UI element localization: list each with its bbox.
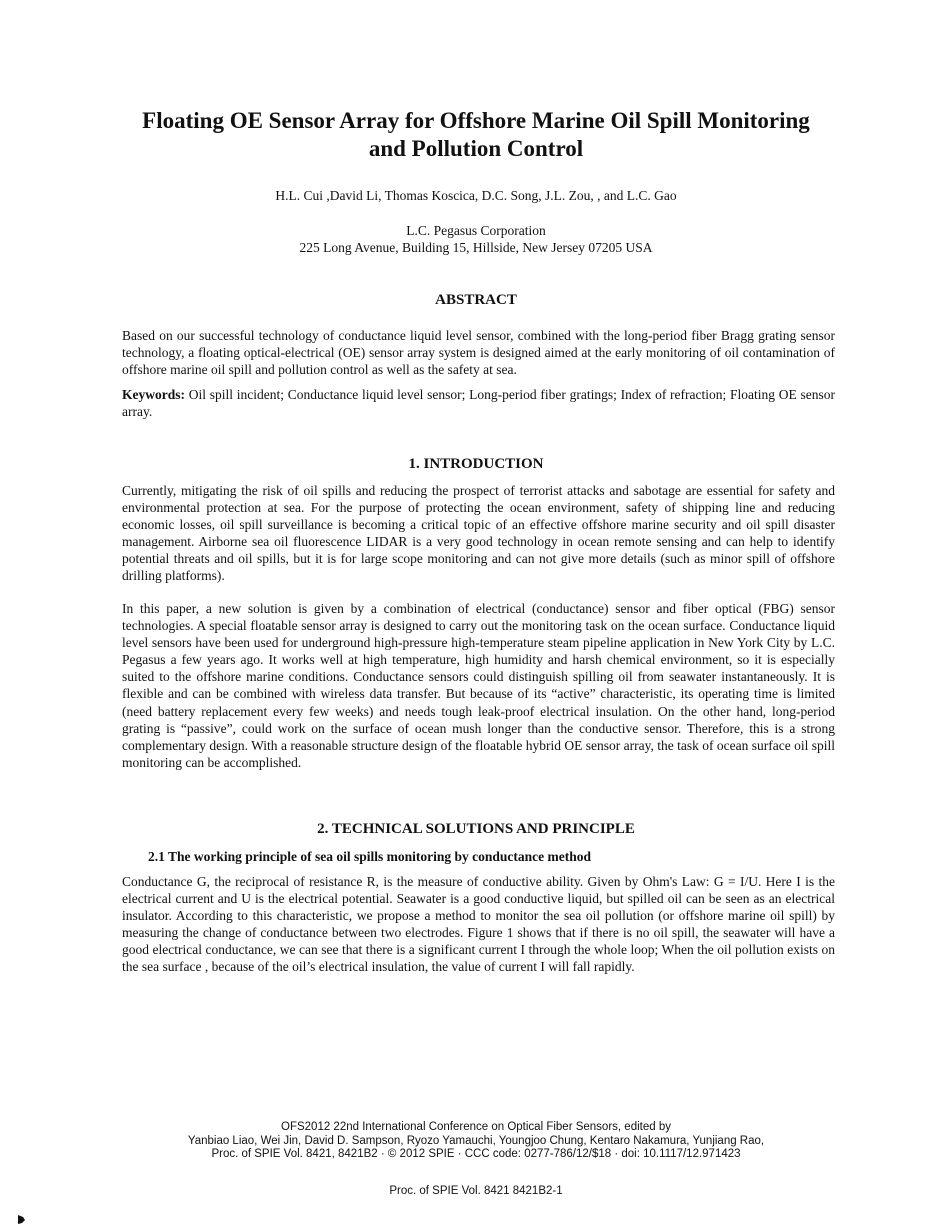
footer-line-1: OFS2012 22nd International Conference on Optical Fiber Sensors, edited by xyxy=(281,1121,671,1133)
page-number: Proc. of SPIE Vol. 8421 8421B2-1 xyxy=(389,1185,563,1197)
title-line-2: and Pollution Control xyxy=(368,136,584,161)
corner-mark-icon xyxy=(17,1215,26,1224)
introduction-paragraph-2: In this paper, a new solution is given by a combination of electrical (conductance) sensor and fiber optical (FBG) sensor technologies. A special floatable sensor array is designed to carry out the monitoring task on the ocean surface. Conductance liquid level sensors have been used for underground high-pressure high-temperature steam pipeline application in New York City by L.C. Pegasus a few years ago. It works well at high temperature, high humidity and harsh chemical environment, so it is especially suited to the offshore marine conditions. Conductance sensors could distinguish spilling oil from seawater instantaneously. It is flexible and can be combined with wireless data transfer. But because of its “active” characteristic, its operating time is limited (need battery replacement every few weeks) and needs tough leak-proof electrical insulation. On the other hand, long-period grating is “passive”, could work on the surface of ocean mush longer than the conductive sensor. Therefore, this is a strong complementary design. With a reasonable structure design of the floatable hybrid OE sensor array, the task of ocean surface oil spill monitoring can be accomplished. xyxy=(122,601,835,770)
abstract-heading: ABSTRACT xyxy=(435,292,517,308)
section-2-1-paragraph: Conductance G, the reciprocal of resistance R, is the measure of conductive ability. Given by Ohm's Law: G = I/U. Here I is the electrical current and U is the electrical potential. Seawater is a good conductive liquid, but spilled oil can be seen as an electrical insulator. According to this characteristic, we propose a method to monitor the sea oil pollution (or offshore marine oil spill) by measuring the change of conductance between two electrodes. Figure 1 shows that if there is no oil spill, the seawater will have a good electrical conductance, we can see that there is a significant current I through the whole loop; When the oil pollution exists on the sea surface , because of the oil’s electrical insulation, the value of current I will fall rapidly. xyxy=(122,874,835,975)
subsection-2-1-heading: 2.1 The working principle of sea oil spills monitoring by conductance method xyxy=(148,849,592,864)
paper-title xyxy=(100,107,852,163)
affiliation-address: 225 Long Avenue, Building 15, Hillside, New Jersey 07205 USA xyxy=(299,240,653,255)
keywords-text: Oil spill incident; Conductance liquid level sensor; Long-period fiber gratings; Index of refraction; Floating OE sensor array. xyxy=(122,387,835,420)
affiliation-org: L.C. Pegasus Corporation xyxy=(406,223,546,238)
affiliation xyxy=(100,222,852,256)
section-1-heading: 1. INTRODUCTION xyxy=(408,456,544,472)
footer-line-3: Proc. of SPIE Vol. 8421, 8421B2 · © 2012 SPIE · CCC code: 0277-786/12/$18 · doi: 10.1117/12.971423 xyxy=(211,1148,741,1160)
section-2-heading: 2. TECHNICAL SOLUTIONS AND PRINCIPLE xyxy=(317,821,635,837)
author-list: H.L. Cui ,David Li, Thomas Koscica, D.C. Song, J.L. Zou, , and L.C. Gao xyxy=(275,188,677,203)
title-line-1: Floating OE Sensor Array for Offshore Marine Oil Spill Monitoring xyxy=(142,108,810,133)
conference-footer xyxy=(60,1121,892,1162)
introduction-paragraph-1: Currently, mitigating the risk of oil spills and reducing the prospect of terrorist attacks and sabotage are essential for safety and environmental protection at sea. For the purpose of protecting the ocean environment, safety of shipping line and reducing economic losses, oil spill surveillance is becoming a critical topic of an effective offshore marine security and oil spill disaster management. Airborne sea oil fluorescence LIDAR is a very good technology in ocean remote sensing and can help to identify potential threats and oil spills, but it is for large scope monitoring and can not give more details (such as minor spill of offshore drilling platforms). xyxy=(122,483,835,584)
keywords-label: Keywords: xyxy=(122,387,185,402)
keywords-paragraph xyxy=(122,386,835,420)
footer-line-2: Yanbiao Liao, Wei Jin, David D. Sampson, Ryozo Yamauchi, Youngjoo Chung, Kentaro Nakamura, Yunjiang Rao, xyxy=(187,1134,765,1147)
abstract-text: Based on our successful technology of conductance liquid level sensor, combined with the long-period fiber Bragg grating sensor technology, a floating optical-electrical (OE) sensor array system is designed aimed at the early monitoring of oil contamination of offshore marine oil spill and pollution control as well as the safety at sea. xyxy=(122,328,835,378)
